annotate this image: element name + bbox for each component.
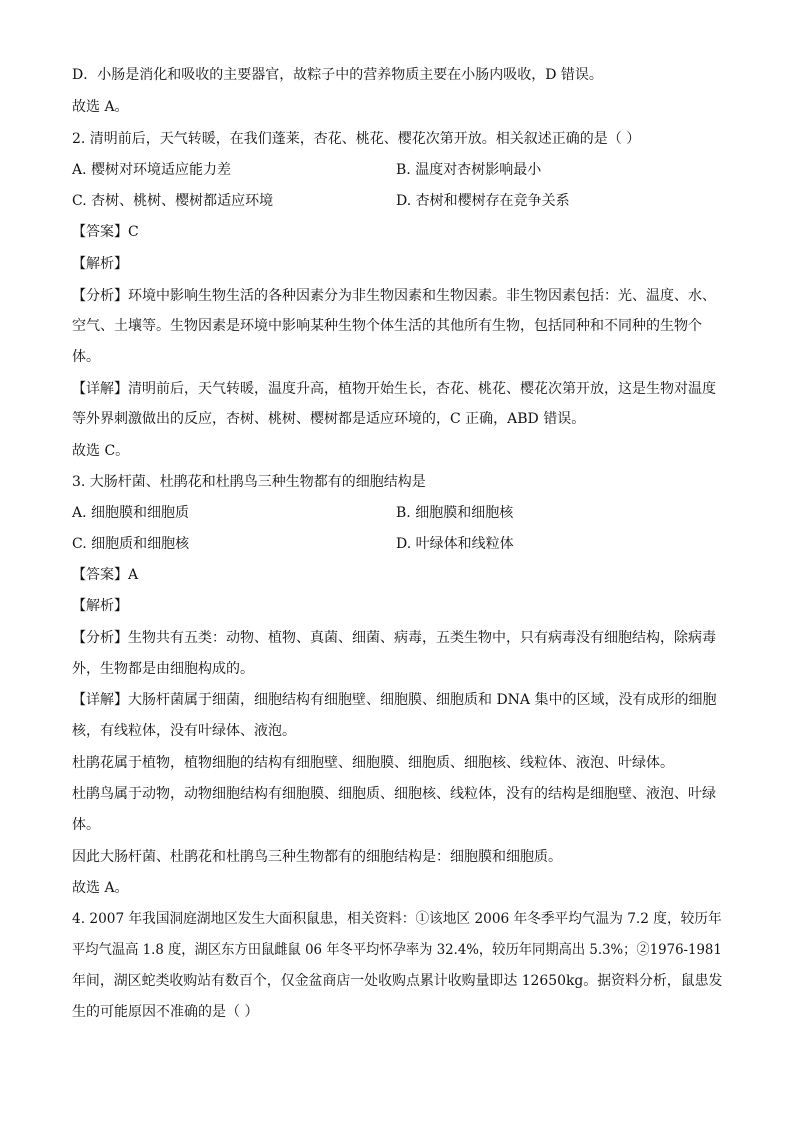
q2-option-a: A. 樱树对环境适应能力差 xyxy=(72,162,232,178)
q3-analysis-line: 外，生物都是由细胞构成的。 xyxy=(72,661,254,677)
q4-stem-line: 年间，湖区蛇类收购站有数百个，仅金盆商店一处收购点累计收购量即达 12650kg。据资料分析，鼠患发 xyxy=(72,973,723,989)
q3-option-c: C. 细胞质和细胞核 xyxy=(72,536,190,552)
q4-stem-line: 平均气温高 1.8 度，湖区东方田鼠雌鼠 06 年冬平均怀孕率为 32.4%，较历年同期高出 5.3%；②1976-1981 xyxy=(72,942,722,958)
q2-analysis-line: 【分析】环境中影响生物生活的各种因素分为非生物因素和生物因素。非生物因素包括：光、温度、水、 xyxy=(72,288,716,304)
q2-choice: 故选 C。 xyxy=(72,443,130,459)
q3-analysis-header: 【解析】 xyxy=(72,598,128,614)
q3-detail-line: 【详解】大肠杆菌属于细菌，细胞结构有细胞壁、细胞膜、细胞质和 DNA 集中的区域，没有成形的细胞 xyxy=(72,692,717,708)
q2-detail-line: 等外界刺激做出的反应，杏树、桃树、樱树都是适应环境的，C 正确，ABD 错误。 xyxy=(72,411,586,427)
q3-detail-line: 核，有线粒体，没有叶绿体、液泡。 xyxy=(72,723,296,739)
q3-detail-line: 体。 xyxy=(72,817,100,833)
q4-stem-line: 生的可能原因不准确的是（ ） xyxy=(72,1004,259,1020)
q3-detail-line: 杜鹃鸟属于动物，动物细胞结构有细胞膜、细胞质、细胞核、线粒体，没有的结构是细胞壁、液泡、叶绿 xyxy=(72,786,716,802)
q2-analysis-line: 空气、土壤等。生物因素是环境中影响某种生物个体生活的其他所有生物，包括同种和不同种的生物个 xyxy=(72,318,702,334)
q3-option-b: B. 细胞膜和细胞核 xyxy=(396,505,514,521)
q3-answer: 【答案】A xyxy=(72,567,139,583)
q2-option-c: C. 杏树、桃树、樱树都适应环境 xyxy=(72,193,274,209)
q3-option-a: A. 细胞膜和细胞质 xyxy=(72,505,190,521)
q4-stem-line: 4. 2007 年我国洞庭湖地区发生大面积鼠患，相关资料：①该地区 2006 年冬季平均气温为 7.2 度，较历年 xyxy=(72,911,722,927)
q3-analysis-line: 【分析】生物共有五类：动物、植物、真菌、细菌、病毒，五类生物中，只有病毒没有细胞结构，除病毒 xyxy=(72,630,716,646)
q2-analysis-line: 体。 xyxy=(72,349,100,365)
q3-detail-line: 因此大肠杆菌、杜鹃花和杜鹃鸟三种生物都有的细胞结构是：细胞膜和细胞质。 xyxy=(72,849,562,865)
q2-detail-line: 【详解】清明前后，天气转暖，温度升高，植物开始生长，杏花、桃花、樱花次第开放，这是生物对温度 xyxy=(72,381,716,397)
q2-analysis-header: 【解析】 xyxy=(72,256,128,272)
q3-stem: 3. 大肠杆菌、杜鹃花和杜鹃鸟三种生物都有的细胞结构是 xyxy=(72,474,426,490)
q3-option-d: D. 叶绿体和线粒体 xyxy=(396,536,514,552)
q1-option-d-explanation: D．小肠是消化和吸收的主要器官，故粽子中的营养物质主要在小肠内吸收，D 错误。 xyxy=(72,67,603,83)
q2-stem: 2. 清明前后，天气转暖，在我们蓬莱，杏花、桃花、樱花次第开放。相关叙述正确的是（ ） xyxy=(72,131,641,147)
q2-option-b: B. 温度对杏树影响最小 xyxy=(396,162,542,178)
q1-choice: 故选 A。 xyxy=(72,99,129,115)
q2-answer: 【答案】C xyxy=(72,224,139,240)
q3-choice: 故选 A。 xyxy=(72,880,129,896)
q3-detail-line: 杜鹃花属于植物，植物细胞的结构有细胞壁、细胞膜、细胞质、细胞核、线粒体、液泡、叶绿体。 xyxy=(72,755,674,771)
q2-option-d: D. 杏树和樱树存在竞争关系 xyxy=(396,193,570,209)
